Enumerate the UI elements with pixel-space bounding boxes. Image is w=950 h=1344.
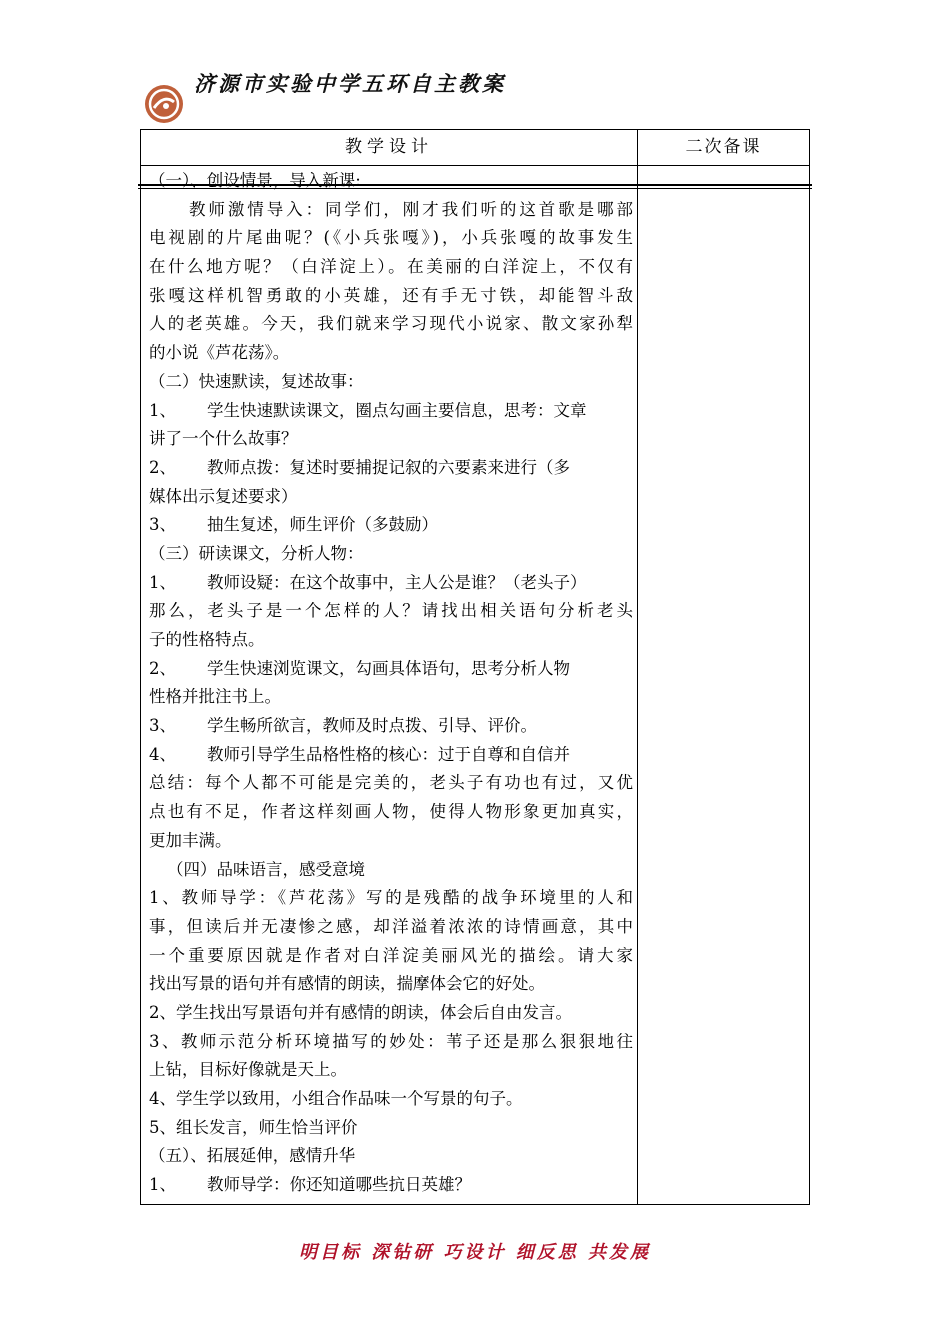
section-title-5: （五）、拓展延伸，感情升华 (149, 1146, 356, 1166)
col-header-second-prep: 二次备课 (685, 137, 762, 157)
list-text: 抽生复述，师生评价（多鼓励） (207, 515, 438, 535)
list-text: 学生快速浏览课文，勾画具体语句，思考分析人物 (207, 658, 570, 678)
section-title-1: （一）、创设情景，导入新课: (149, 171, 361, 190)
list-item: 3、教师示范分析环境描写的妙处：苇子还是那么狠狠地往 (149, 1031, 633, 1051)
school-logo-icon (144, 84, 184, 124)
list-item-continued: 点也有不足，作者这样刻画人物，使得人物形象更加真实， (149, 802, 633, 822)
lesson-content (149, 167, 633, 1200)
list-number: 4、 (149, 744, 176, 764)
list-item-continued: 事，但读后并无凄惨之感，却洋溢着浓浓的诗情画意，其中 (149, 916, 633, 936)
list-number: 1、 (149, 572, 176, 592)
footer-motto: 明目标 深钻研 巧设计 细反思 共发展 (298, 1242, 652, 1263)
paragraph-line: 电视剧的片尾曲呢？(《小兵张嘎》)，小兵张嘎的故事发生 (149, 228, 633, 248)
list-number: 1、 (149, 400, 176, 420)
list-item-continued: 更加丰满。 (149, 830, 232, 850)
section-title-2: （二）快速默读，复述故事： (149, 371, 364, 391)
section-title-4: （四）品味语言，感受意境 (167, 859, 365, 879)
list-item-continued: 总结：每个人都不可能是完美的，老头子有功也有过，又优 (149, 773, 633, 793)
paragraph-line: 人的老英雄。今天，我们就来学习现代小说家、散文家孙犁 (149, 314, 633, 334)
list-number: 3、 (149, 515, 176, 535)
list-item (149, 397, 633, 426)
list-number: 3、 (149, 716, 176, 736)
list-text: 教师引导学生品格性格的核心：过于自尊和自信并 (207, 744, 570, 764)
list-item-continued: 上钻，目标好像就是天上。 (149, 1060, 347, 1080)
list-item: 5、组长发言，师生恰当评价 (149, 1117, 358, 1137)
list-number: 2、 (149, 658, 176, 678)
paragraph-line: 教师激情导入：同学们，刚才我们听的这首歌是哪部 (189, 199, 633, 219)
list-item-continued: 一个重要原因就是作者对白洋淀美丽风光的描绘。请大家 (149, 945, 633, 965)
list-text: 教师点拨：复述时要捕捉记叙的六要素来进行（多 (207, 457, 570, 477)
list-text: 教师导学：你还知道哪些抗日英雄？ (207, 1175, 471, 1195)
section-title-3: （三）研读课文，分析人物： (149, 543, 364, 563)
list-item (149, 511, 633, 540)
list-item: 2、学生找出写景语句并有感情的朗读，体会后自由发言。 (149, 1002, 572, 1022)
list-item: 1、教师导学：《芦花荡》写的是残酷的战争环境里的人和 (149, 888, 633, 908)
list-item (149, 655, 633, 684)
list-item: 4、学生学以致用，小组合作品味一个写景的句子。 (149, 1089, 523, 1108)
paragraph-line: 张嘎这样机智勇敢的小英雄，还有手无寸铁，却能智斗敌 (149, 285, 633, 305)
list-item (149, 1171, 633, 1200)
list-item-continued: 那么，老头子是一个怎样的人？请找出相关语句分析老头 (149, 601, 633, 621)
list-item-continued: 性格并批注书上。 (149, 687, 281, 707)
list-item-continued: 媒体出示复述要求） (149, 486, 298, 506)
list-item (149, 712, 633, 741)
list-item (149, 741, 633, 770)
list-number: 2、 (149, 457, 176, 477)
lesson-table (140, 129, 810, 1205)
list-item-continued: 讲了一个什么故事？ (149, 429, 298, 449)
list-text: 学生快速默读课文，圈点勾画主要信息，思考：文章 (207, 400, 587, 420)
table-header-row (141, 130, 809, 166)
list-item-continued: 子的性格特点。 (149, 630, 265, 649)
list-number: 1、 (149, 1175, 176, 1195)
list-item (149, 569, 633, 598)
column-divider (637, 130, 638, 1204)
paragraph-line: 的小说《芦花荡》。 (149, 343, 290, 363)
paragraph-line: 在什么地方呢？（白洋淀上）。在美丽的白洋淀上，不仅有 (149, 257, 633, 277)
col-header-design: 教学设计 (345, 137, 433, 157)
list-text: 学生畅所欲言，教师及时点拨、引导、评价。 (207, 716, 537, 736)
page-header (138, 62, 812, 128)
list-item-continued: 找出写景的语句并有感情的朗读，揣摩体会它的好处。 (149, 974, 545, 994)
school-title: 济源市实验中学五环自主教案 (194, 71, 506, 96)
list-item (149, 454, 633, 483)
list-text: 教师设疑：在这个故事中，主人公是谁？（老头子） (207, 572, 587, 592)
